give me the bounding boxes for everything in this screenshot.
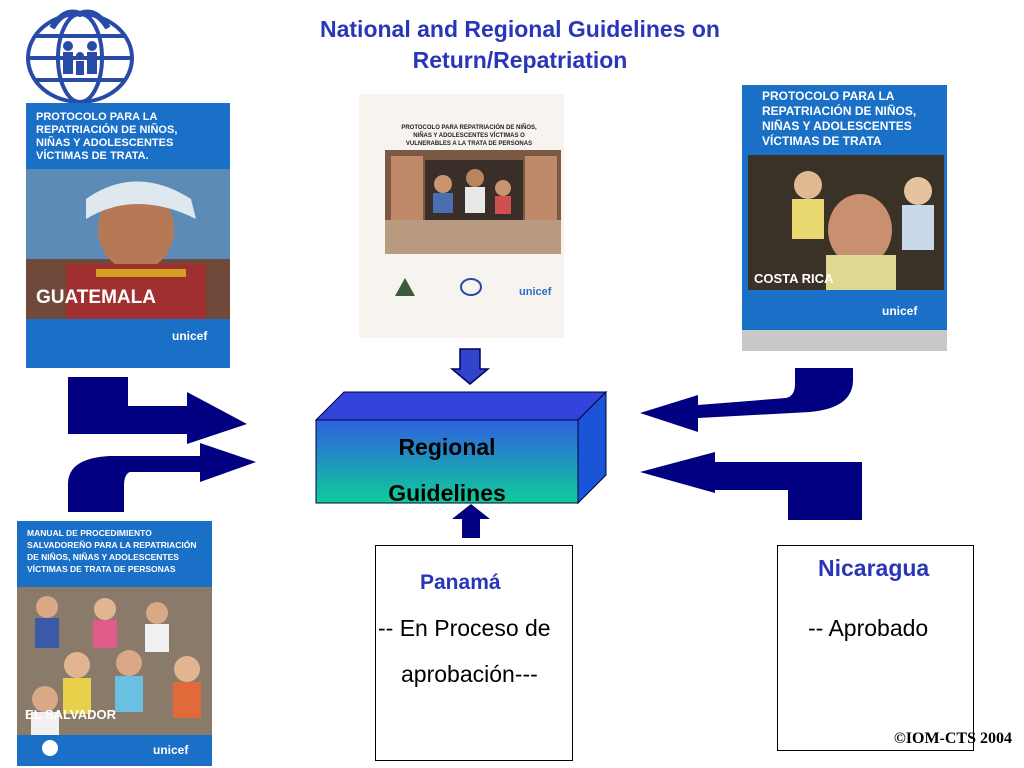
panama-line-1: -- En Proceso de	[378, 615, 551, 641]
cover-country: EL SALVADOR	[25, 707, 117, 722]
nicaragua-heading: Nicaragua	[818, 555, 930, 581]
cover-title: PROTOCOLO PARA LA REPATRIACIÓN DE NIÑOS, NIÑAS Y ADOLESCENTES VÍCTIMAS DE TRATA.	[36, 111, 178, 162]
cover-title: MANUAL DE PROCEDIMIENTO SALVADOREÑO PARA LA REPATRIACIÓN DE NIÑOS, NIÑAS Y ADOLESCENTES VÍCTIMAS DE TRATA DE PERSONAS	[27, 528, 197, 574]
cover-title: PROTOCOLO PARA LA REPATRIACIÓN DE NIÑOS, NIÑAS Y ADOLESCENTES VÍCTIMAS DE TRATA	[762, 89, 917, 148]
arrow-icon	[68, 377, 247, 444]
nicaragua-line-1: -- Aprobado	[808, 615, 929, 641]
box-top	[316, 392, 606, 420]
panama-line-2: aprobación---	[401, 661, 538, 687]
cover-title: PROTOCOLO PARA REPATRIACIÓN DE NIÑOS, NIÑAS Y ADOLESCENTES VÍCTIMAS O VULNERABLES A LA TRATA DE PERSONAS	[401, 125, 537, 147]
unicef-logo: unicef	[519, 286, 552, 298]
arrow-icon	[640, 368, 853, 432]
unicef-logo: unicef	[153, 743, 189, 757]
arrow-icon	[68, 443, 256, 512]
cover-country: GUATEMALA	[36, 287, 156, 308]
unicef-logo: unicef	[172, 329, 208, 343]
copyright-label: ©IOM-CTS 2004	[893, 730, 1012, 747]
unicef-logo: unicef	[882, 304, 918, 318]
arrow-icon	[640, 452, 862, 520]
arrow-icon	[452, 349, 488, 384]
cover-country: COSTA RICA	[754, 271, 834, 286]
title-line-2: Return/Repatriation	[412, 47, 628, 73]
panama-heading: Panamá	[420, 571, 501, 594]
regional-guidelines-label: Regional Guidelines	[388, 434, 506, 506]
title-line-1: National and Regional Guidelines on	[320, 16, 720, 42]
